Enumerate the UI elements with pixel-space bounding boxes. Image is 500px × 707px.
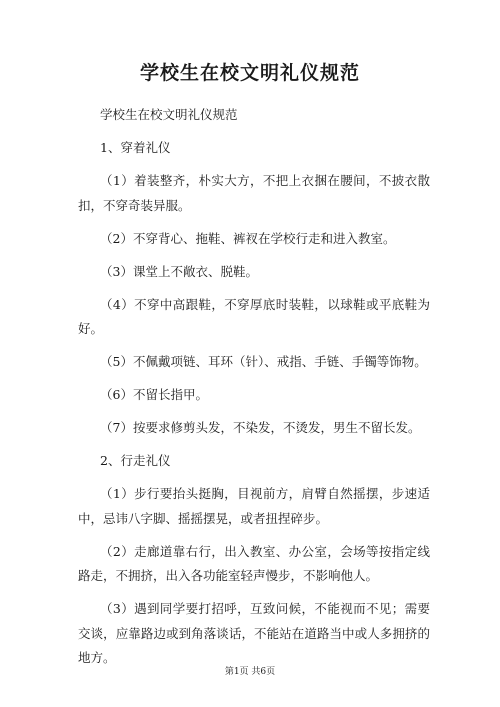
paragraph: （4）不穿中高跟鞋，不穿厚底时装鞋，以球鞋或平底鞋为好。: [78, 296, 430, 336]
paragraph: （1）步行要抬头挺胸，目视前方，肩臂自然摇摆，步速适中，忌讳八字脚、摇摇摆晃，或者扭捏碎步。: [78, 486, 430, 526]
document-title: 学校生在校文明礼仪规范: [139, 62, 360, 84]
paragraph: 学校生在校文明礼仪规范: [100, 107, 238, 122]
paragraph: （6）不留长指甲。: [100, 387, 208, 402]
paragraph: （2）不穿背心、拖鞋、裤衩在学校行走和进入教室。: [100, 230, 396, 246]
paragraph: （3）遇到同学要打招呼，互致问候，不能视而不见；需要交谈，应靠路边或到角落谈话，不能站在道路当中或人多拥挤的地方。: [78, 601, 430, 665]
paragraph: （2）走廊道靠右行，出入教室、办公室，会场等按指定线路走，不拥挤，出入各功能室轻声慢步，不影响他人。: [78, 543, 430, 583]
paragraph: （7）按要求修剪头发，不染发，不烫发，男生不留长发。: [100, 420, 421, 435]
section-heading: 1、穿着礼仪: [100, 140, 171, 155]
page-number-footer: 第1页 共6页: [224, 667, 276, 677]
paragraph: （5）不佩戴项链、耳环（针）、戒指、手链、手镯等饰物。: [100, 354, 427, 369]
section-heading: 2、行走礼仪: [100, 453, 171, 468]
document-body: [78, 103, 430, 679]
paragraph: （1）着装整齐，朴实大方，不把上衣捆在腰间，不披衣散扣，不穿奇装异服。: [78, 173, 430, 213]
paragraph: （3）课堂上不敞衣、脱鞋。: [100, 263, 258, 279]
